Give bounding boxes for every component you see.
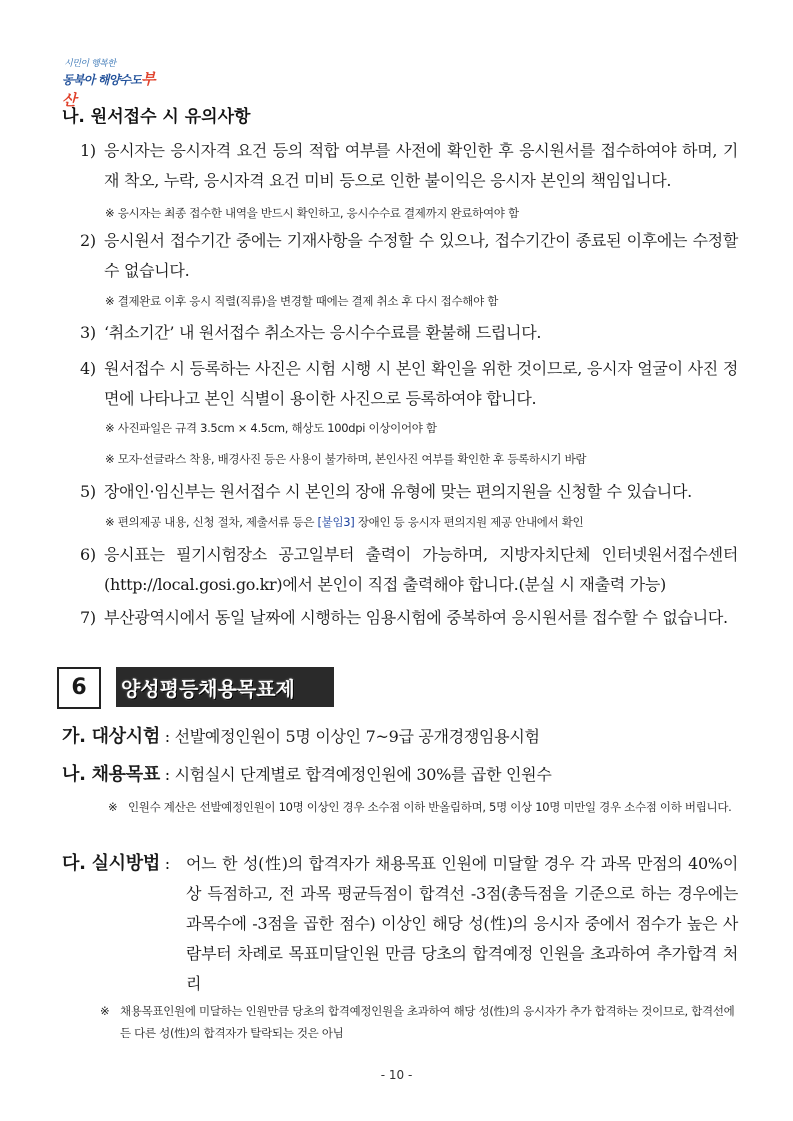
list-item-6: 6) 응시표는 필기시험장소 공고일부터 출력이 가능하며, 지방자치단체 인터넷원서접수센터 (http://local.gosi.go.kr)에서 본인이 직접 출력해야 합니다.(분실 시 재출력 가능): [80, 545, 738, 594]
na-note: ※ 인원수 계산은 선발예정인원이 10명 이상인 경우 소수점 이하 반올림하며, 5명 이상 10명 미만일 경우 소수점 이하 버립니다.: [108, 800, 732, 814]
list-item-3: 3) ‘취소기간’ 내 원서접수 취소자는 응시수수료를 환불해 드립니다.: [80, 323, 542, 342]
na-hiring-target: 나. 채용목표 : 시험실시 단계별로 합격예정인원에 30%를 곱한 인원수: [62, 764, 552, 785]
da-method-text: 어느 한 성(性)의 합격자가 채용목표 인원에 미달할 경우 각 과목 만점의 40%이상 득점하고, 전 과목 평균득점이 합격선 -3점(총득점을 기준으로 하는 경우에는 과목수에 -3점을 곱한 점수) 이상인 해당 성(性)의 응시자 중에서 점수가 높은 사람부터 차례로 목표미달인원 만큼 당초의 합격예정 인원을 초과하여 추가합격 처리: [186, 854, 738, 993]
da-note: ※ 채용목표인원에 미달하는 인원만큼 당초의 합격예정인원을 초과하여 해당 성(性)의 응시자가 추가 합격하는 것이므로, 합격선에 든 다른 성(性)의 합격자가 탈락되는 것은 아님: [100, 1004, 735, 1040]
ga-label: 가. 대상시험: [62, 726, 160, 747]
section-title: 양성평등채용목표제: [121, 677, 295, 701]
na-label: 나. 채용목표: [62, 764, 160, 785]
list-item-1: 1) 응시자는 응시자격 요건 등의 적합 여부를 사전에 확인한 후 응시원서를 접수하여야 하며, 기재 착오, 누락, 응시자격 요건 미비 등으로 인한 불이익은 응시자 본인의 책임입니다.: [80, 141, 738, 190]
ga-target-exam: 가. 대상시험 : 선발예정인원이 5명 이상인 7~9급 공개경쟁임용시험: [62, 726, 540, 747]
list-item-2: 2) 응시원서 접수기간 중에는 기재사항을 수정할 수 있으나, 접수기간이 종료된 이후에는 수정할 수 없습니다.: [80, 231, 738, 280]
attachment-ref: [붙임3]: [317, 515, 355, 529]
section-heading-na: 나. 원서접수 시 유의사항: [62, 107, 251, 127]
list-item-7: 7) 부산광역시에서 동일 날짜에 시행하는 임용시험에 중복하여 응시원서를 접수할 수 없습니다.: [80, 608, 728, 627]
section-number-box: 6: [57, 667, 101, 709]
logo-slogan-line2: 동북아 해양수도부산: [62, 70, 155, 109]
note-4a: ※ 사진파일은 규격 3.5cm × 4.5cm, 해상도 100dpi 이상이어야 함: [105, 421, 437, 435]
na-text: 시험실시 단계별로 합격예정인원에 30%를 곱한 인원수: [174, 765, 552, 784]
list-item-4: 4) 원서접수 시 등록하는 사진은 시험 시행 시 본인 확인을 위한 것이므로, 응시자 얼굴이 사진 정면에 나타나고 본인 식별이 용이한 사진으로 등록하여야 합니다.: [80, 359, 738, 408]
busan-logo: [62, 56, 162, 109]
note-4b: ※ 모자·선글라스 착용, 배경사진 등은 사용이 불가하며, 본인사진 여부를 확인한 후 등록하시기 바람: [105, 452, 587, 466]
note-2: ※ 결제완료 이후 응시 직렬(직류)을 변경할 때에는 결제 취소 후 다시 접수해야 함: [105, 294, 499, 308]
note-1: ※ 응시자는 최종 접수한 내역을 반드시 확인하고, 응시수수료 결제까지 완료하여야 함: [105, 206, 519, 220]
da-method-label-row: 다. 실시방법 :: [62, 853, 170, 874]
logo-slogan-line1: 시민이 행복한: [64, 59, 116, 69]
da-label: 다. 실시방법: [62, 853, 160, 874]
list-item-5: 5) 장애인·임신부는 원서접수 시 본인의 장애 유형에 맞는 편의지원을 신청할 수 있습니다.: [80, 482, 692, 501]
page-number: - 10 -: [380, 1068, 413, 1082]
section-title-bar: [116, 667, 334, 707]
ga-text: 선발예정인원이 5명 이상인 7~9급 공개경쟁임용시험: [174, 727, 540, 746]
note-5: ※ 편의제공 내용, 신청 절차, 제출서류 등은 [붙임3] 장애인 등 응시자 편의지원 제공 안내에서 확인: [105, 515, 584, 529]
